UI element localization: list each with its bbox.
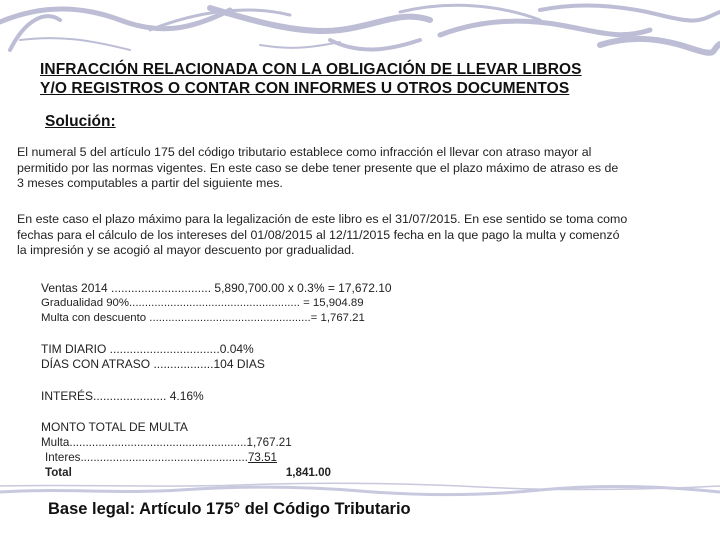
paragraph-2-line: En este caso el plazo máximo para la legalización de este libro es el 31/07/2015. En ese sentido se toma como [17,212,628,226]
multa-total-value: 1,767.21 [246,436,292,449]
intereses-value: 73.51 [247,451,277,464]
paragraph-1 [17,145,707,192]
multa-calculation [41,281,392,326]
title-line-2: Y/O REGISTROS O CONTAR CON INFORMES U OTROS DOCUMENTOS [40,80,570,97]
monto-total-block [41,420,331,480]
base-legal: Base legal: Artículo 175° del Código Tributario [48,500,411,518]
intereses-label: Interes.................................................... [45,451,248,464]
slide-title [40,60,680,98]
paragraph-1-line: permitido por las normas vigentes. En este caso se debe tener presente que el plazo máximo de atraso es de [17,160,619,175]
interes-calculation [41,389,204,404]
dias-line: DÍAS CON ATRASO ..................104 DIAS [41,357,265,371]
tim-line: TIM DIARIO .................................0.04% [41,342,254,356]
interes-line: INTERÉS...................... 4.16% [41,389,204,403]
paragraph-1-line: 3 meses computables a partir del siguiente mes. [17,176,283,190]
paragraph-2-line: fechas para el cálculo de los intereses del 01/08/2015 al 12/11/2015 fecha en la que pago la multa y comenzó [17,227,620,242]
solucion-heading: Solución: [45,113,116,130]
ventas-line: Ventas 2014 .............................. 5,890,700.00 x 0.3% = 17,672.10 [41,281,392,295]
paragraph-2 [17,212,707,259]
total-value: 1,841.00 [285,466,331,479]
tim-calculation [41,342,265,372]
monto-total-heading: MONTO TOTAL DE MULTA [41,420,188,434]
gradualidad-line: Gradualidad 90%...................................................... = 15,904.89 [41,297,364,309]
multa-descuento-line: Multa con descuento ...................................................= 1,767.21 [41,312,365,324]
multa-total-label: Multa....................................................... [41,436,247,449]
paragraph-1-line: El numeral 5 del artículo 175 del código tributario establece como infracción el llevar con atraso mayor al [17,145,592,159]
total-label: Total [45,466,72,479]
title-line-1: INFRACCIÓN RELACIONADA CON LA OBLIGACIÓN DE LLEVAR LIBROS [40,61,582,78]
paragraph-2-line: la impresión y se acogió al mayor descuento por gradualidad. [17,243,355,257]
